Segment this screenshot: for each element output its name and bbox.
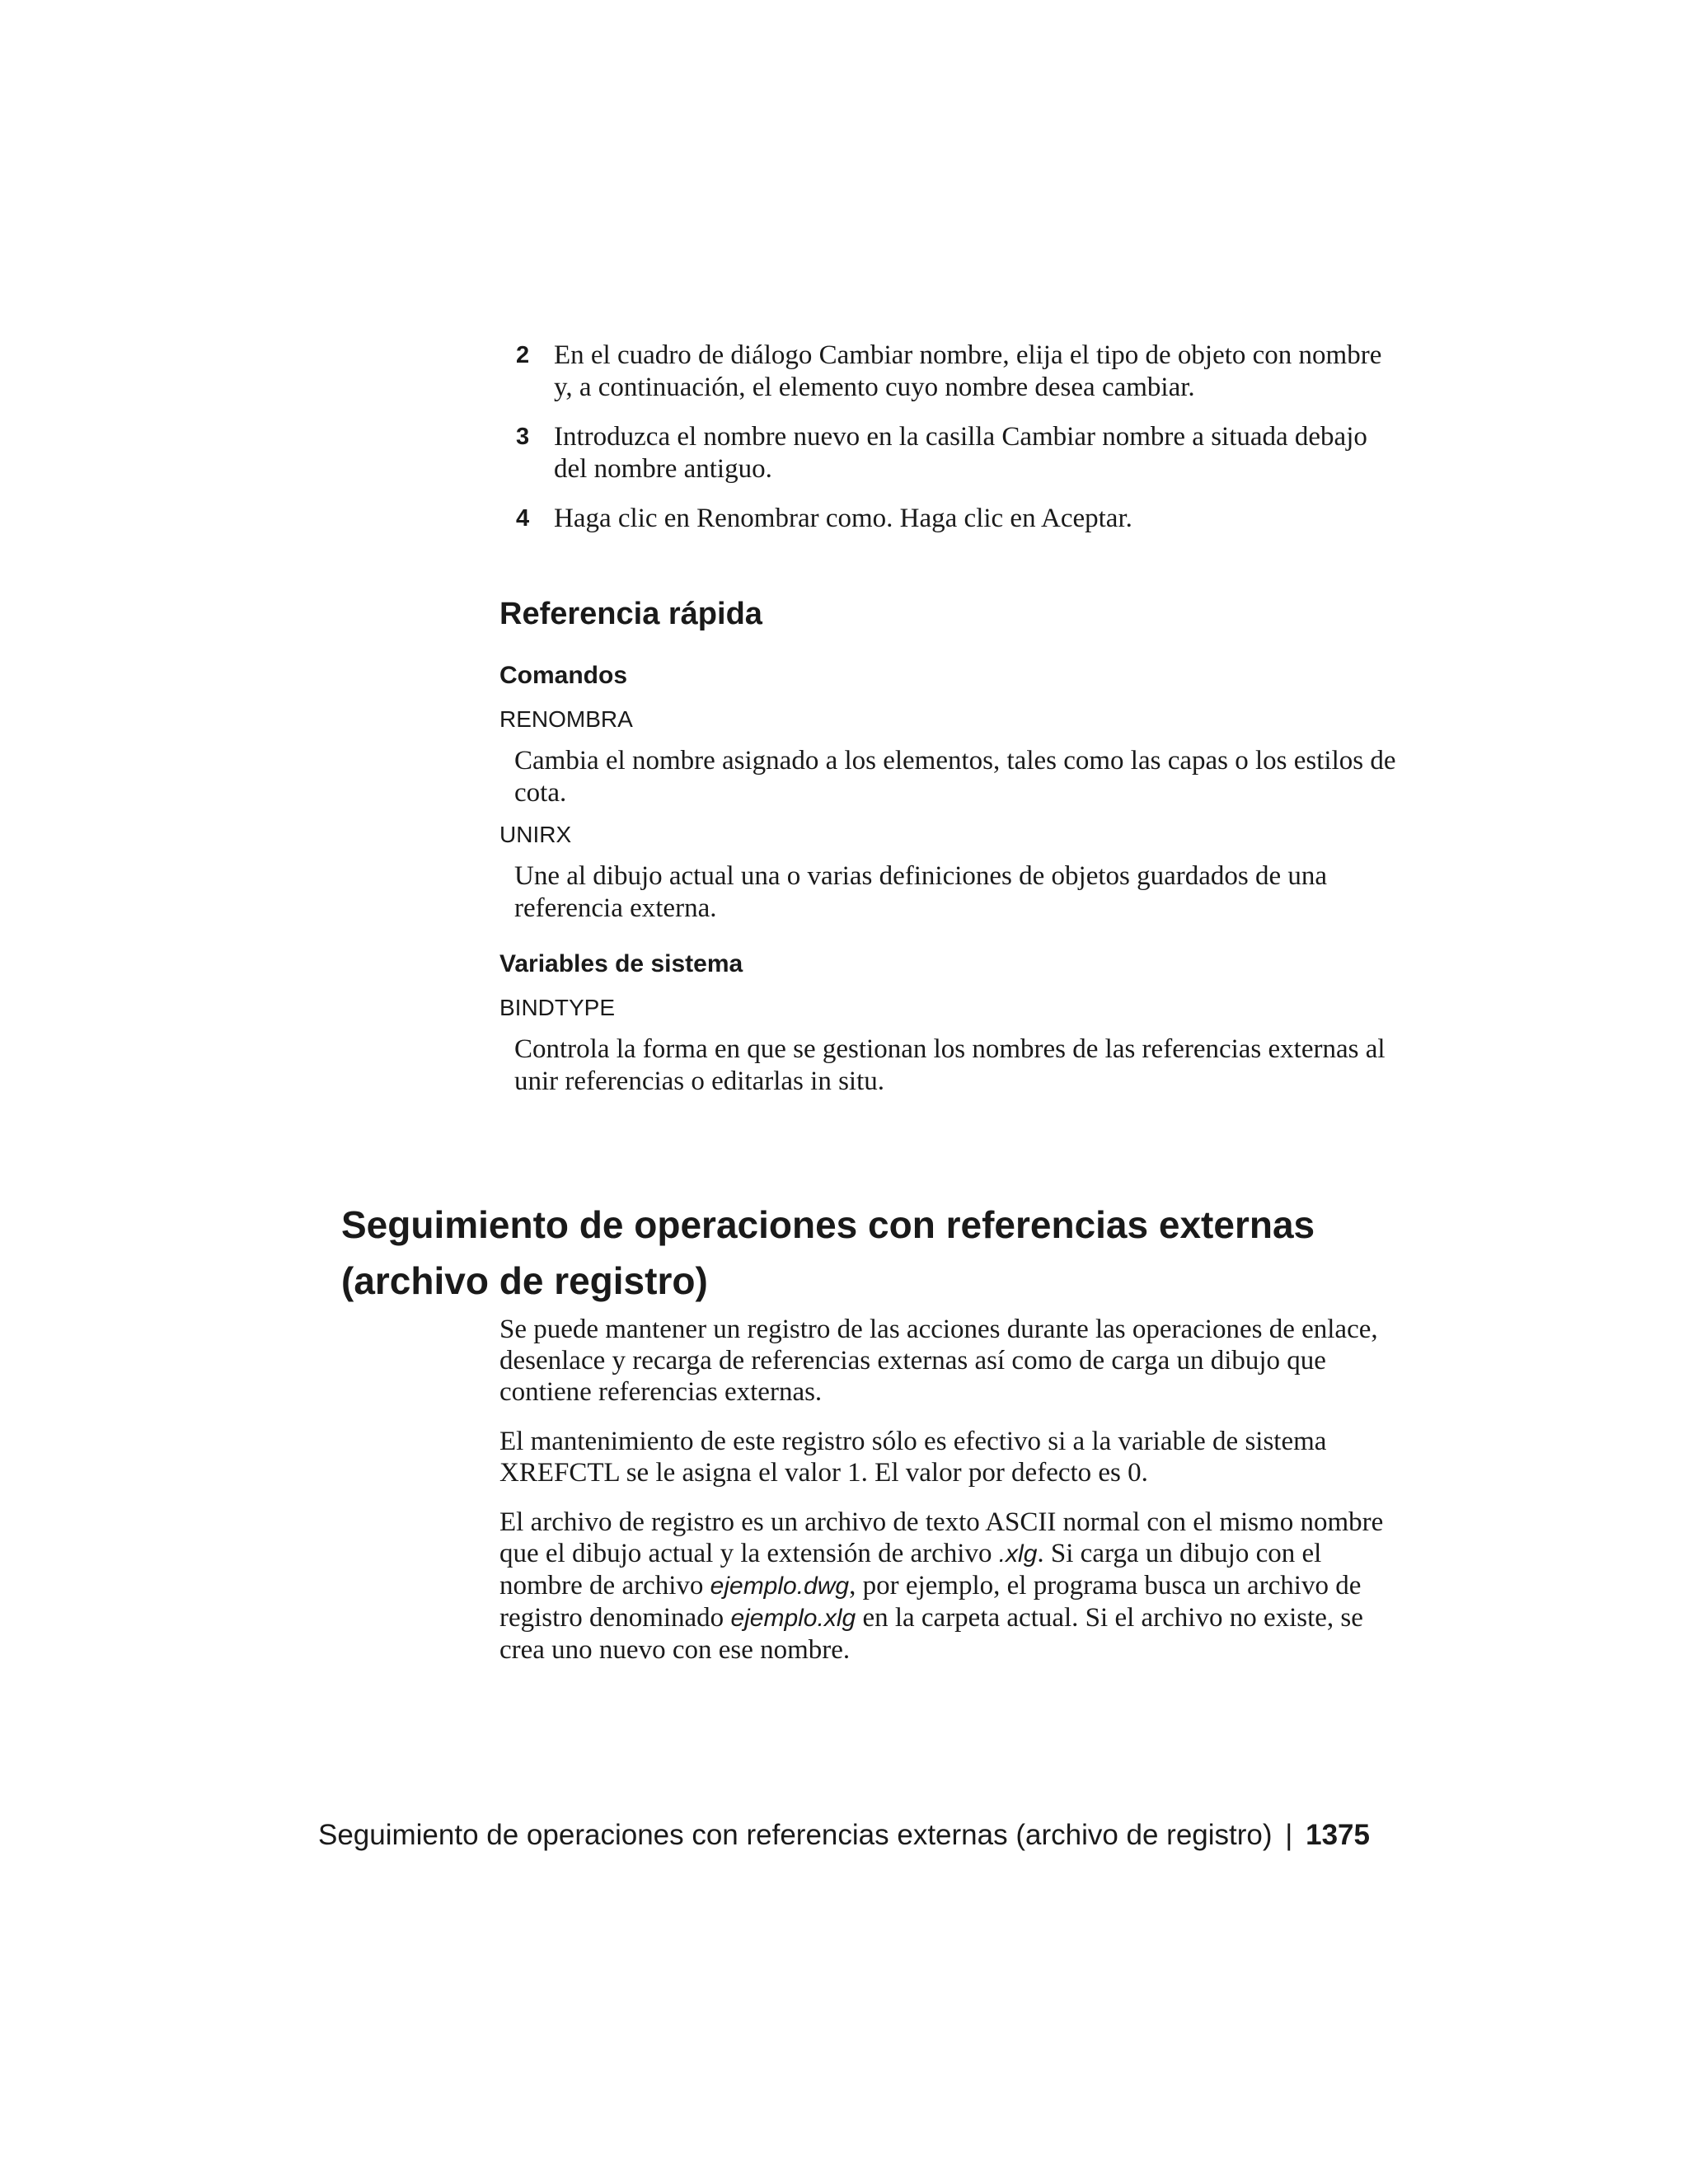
step-number: 4 xyxy=(516,505,530,532)
command-description: Cambia el nombre asignado a los elementos, tales como las capas o los estilos de cota. xyxy=(514,746,1396,808)
file-extension: .xlg xyxy=(998,1540,1038,1568)
body-paragraph: Se puede mantener un registro de las acciones durante las operaciones de enlace, desenlace y recarga de referencias externas así como de carga un dibujo que contiene referencias externas. xyxy=(499,1315,1378,1407)
step-text: Introduzca el nombre nuevo en la casilla Cambiar nombre a situada debajo del nombre antiguo. xyxy=(554,422,1367,484)
quick-reference-heading: Referencia rápida xyxy=(499,597,762,631)
step-item xyxy=(511,503,1401,535)
sysvar-description: Controla la forma en que se gestionan los nombres de las referencias externas al unir referencias o editarlas in situ. xyxy=(514,1034,1386,1096)
footer-separator: | xyxy=(1285,1819,1293,1851)
command-name: UNIRX xyxy=(499,822,572,847)
page-number: 1375 xyxy=(1306,1819,1370,1851)
section-heading: Seguimiento de operaciones con referencias externas (archivo de registro) xyxy=(341,1203,1315,1302)
numbered-steps xyxy=(511,340,1401,552)
step-number: 3 xyxy=(516,424,530,450)
command-description: Une al dibujo actual una o varias definiciones de objetos guardados de una referencia externa. xyxy=(514,861,1328,923)
file-name: ejemplo.dwg xyxy=(710,1572,850,1600)
body-paragraph: El mantenimiento de este registro sólo es efectivo si a la variable de sistema XREFCTL se le asigna el valor 1. El valor por defecto es 0. xyxy=(499,1427,1327,1488)
step-number: 2 xyxy=(516,342,530,368)
step-text: Haga clic en Renombrar como. Haga clic en Aceptar. xyxy=(554,504,1132,533)
sysvars-heading: Variables de sistema xyxy=(499,950,743,977)
step-text: En el cuadro de diálogo Cambiar nombre, elija el tipo de objeto con nombre y, a continuación, el elemento cuyo nombre desea cambiar. xyxy=(554,340,1382,402)
step-item xyxy=(511,421,1401,485)
section-body xyxy=(499,1314,1406,1684)
sysvar-name: BINDTYPE xyxy=(499,995,616,1020)
file-name: ejemplo.xlg xyxy=(730,1605,856,1632)
quick-reference xyxy=(499,593,1406,1108)
body-paragraph: El archivo de registro es un archivo de texto ASCII normal con el mismo nombre que el dibujo actual y la extensión de archivo .xlg. Si carga un dibujo con el nombre de archivo ejemplo.dwg, por ejemplo, el programa busca un archivo de registro denominado ejemplo.xlg en la carpeta actual. Si el archivo no existe, se crea uno nuevo con ese nombre. xyxy=(499,1507,1384,1665)
running-title: Seguimiento de operaciones con referencias externas (archivo de registro) xyxy=(317,1819,1273,1851)
command-name: RENOMBRA xyxy=(499,706,633,732)
commands-heading: Comandos xyxy=(499,662,628,689)
step-item xyxy=(511,340,1401,404)
page-footer xyxy=(318,1817,1370,1854)
